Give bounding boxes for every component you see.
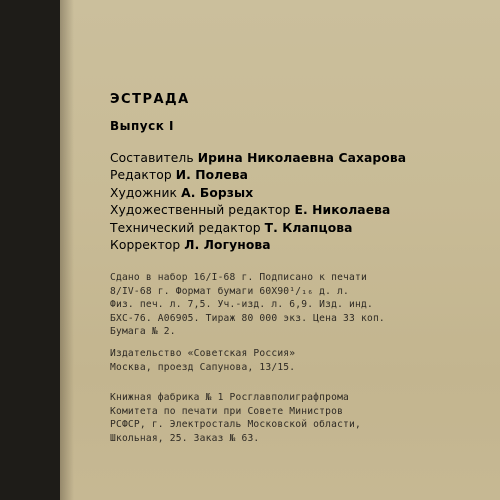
publisher-line: Издательство «Советская Россия» (110, 348, 296, 359)
printer-info (110, 391, 361, 445)
page-gutter-shadow (60, 0, 74, 500)
print-line: 8/IV-68 г. Формат бумаги 60Х90¹/₁₆ д. л. (110, 285, 350, 297)
print-line: Бумага № 2. (110, 326, 176, 337)
credit-compiler (110, 150, 406, 167)
credit-artist (110, 185, 406, 202)
credit-role: Художественный редактор (110, 203, 291, 218)
credits-list (110, 150, 406, 254)
printer-line: Комитета по печати при Совете Министров (110, 405, 344, 417)
credit-name: Л. Логунова (184, 238, 271, 253)
credit-role: Корректор (110, 238, 181, 253)
credit-name: Ирина Николаевна Сахарова (197, 151, 407, 165)
credit-role: Редактор (110, 168, 172, 183)
credit-editor (110, 167, 406, 184)
issue-number: Выпуск I (110, 119, 175, 133)
book-title: ЭСТРАДА (110, 92, 190, 107)
credit-name: Т. Клапцова (264, 220, 353, 235)
credit-proofreader (110, 237, 406, 254)
credit-tech-editor (110, 220, 406, 237)
credit-role: Составитель (110, 151, 194, 165)
print-line: Сдано в набор 16/I-68 г. Подписано к печати (110, 272, 367, 283)
credit-role: Технический редактор (110, 220, 261, 235)
credit-name: Е. Николаева (294, 203, 391, 218)
publisher-line: Москва, проезд Сапунова, 13/15. (110, 361, 296, 373)
printer-line: Книжная фабрика № 1 Росглавполиграфпрома (110, 392, 350, 403)
credit-name: А. Борзых (181, 185, 254, 200)
print-line: БХС-76. А06905. Тираж 80 000 экз. Цена 33 коп. (110, 312, 385, 324)
credit-role: Художник (110, 185, 178, 200)
printer-line: Школьная, 25. Заказ № 63. (110, 432, 260, 444)
credit-name: И. Полева (175, 168, 249, 183)
printing-details (110, 271, 385, 339)
credit-art-editor (110, 202, 406, 219)
printer-line: РСФСР, г. Электросталь Московской области, (110, 419, 361, 430)
publisher-info (110, 347, 295, 374)
print-line: Физ. печ. л. 7,5. Уч.-изд. л. 6,9. Изд. инд. (110, 299, 373, 310)
